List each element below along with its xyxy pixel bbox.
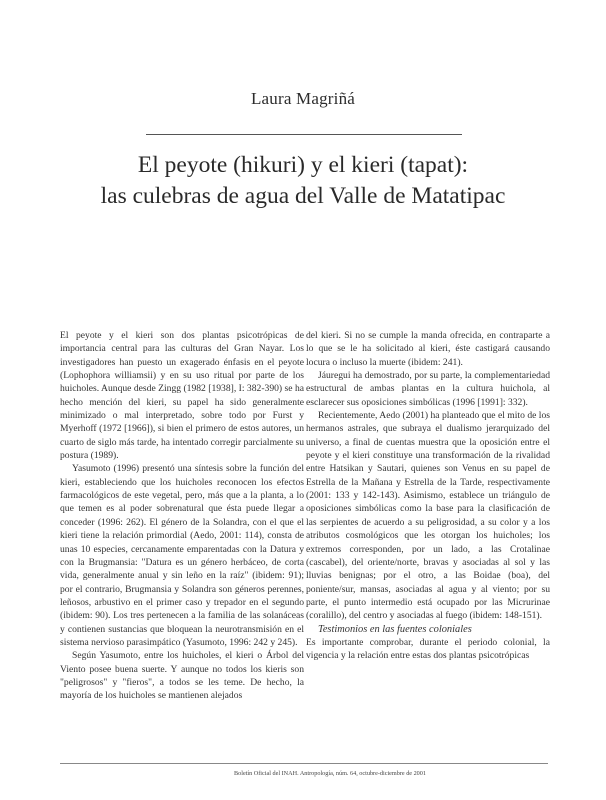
- paragraph: Recientemente, Aedo (2001) ha planteado que el mito de los hermanos astrales, que subraya el dualismo jerarquizado del universo, a final de cuentas muestra que la oposición entre el peyote y el kieri constituye una transformación de la rivalidad entre Hatsikan y Sautari, quienes son Venus en su papel de Estrella de la Mañana y Estrella de la Tarde, respectivamente (2001: 133 y 142-143). Asimismo, establece un triángulo de oposiciones simbólicas como la base para la clasificación de las serpientes de acuerdo a su peligrosidad, a su color y a los atributos cosmológicos que les otorgan los huicholes; los extremos corresponden, por un lado, a las Crotalinae (cascabel), del oriente/norte, bravas y asociadas al sol y las lluvias benignas; por el otro, a las Boidae (boa), del poniente/sur, mansas, asociadas al agua y al viento; por su parte, el punto intermedio está ocupado por las Micrurinae (coralillo), del centro y asociadas al fuego (ibidem: 148-151).: [306, 410, 550, 622]
- author-name: Laura Magriñá: [250, 89, 356, 108]
- paragraph: Es importante comprobar, durante el periodo colonial, la vigencia y la relación entre estas dos plantas psicotrópicas: [306, 636, 550, 662]
- paragraph: del kieri. Si no se cumple la manda ofrecida, en contraparte a lo que se le ha solicitado al kieri, éste castigará causando locura o incluso la muerte (ibidem: 241).: [306, 330, 550, 368]
- right-column: [306, 329, 550, 663]
- paragraph: Jáuregui ha demostrado, por su parte, la complementariedad estructural de ambas plantas en la cultura huichola, al esclarecer sus oposiciones simbólicas (1996 [1991]: 332).: [306, 370, 550, 408]
- article-title: [60, 150, 546, 212]
- title-divider: [146, 134, 462, 135]
- page-footer: Boletín Oficial del INAH. Antropología, núm. 64, octubre-diciembre de 2001: [234, 770, 426, 777]
- title-line-1: El peyote (hikuri) y el kieri (tapat):: [137, 152, 469, 178]
- footer-divider: [60, 763, 548, 764]
- section-heading: Testimonios en las fuentes coloniales: [318, 623, 472, 635]
- paragraph: El peyote y el kieri son dos plantas psicotrópicas de importancia central para las culturas del Gran Nayar. Los investigadores han puesto un exagerado énfasis en el peyote (Lophophora williamsii) y en su uso ritual por parte de los huicholes. Aunque desde Zingg (1982 [1938], I: 382-390) se ha hecho mención del kieri, su papel ha sido generalmente minimizado o mal interpretado, sobre todo por Furst y Myerhoff (1972 [1966]), si bien el primero de estos autores, un cuarto de siglo más tarde, ha intentado corregir parcialmente su postura (1989).: [60, 330, 304, 462]
- left-column: [60, 329, 304, 703]
- title-line-2: las culebras de agua del Valle de Matatipac: [100, 183, 506, 209]
- paragraph: Según Yasumoto, entre los huicholes, el kieri o Árbol del Viento posee buena suerte. Y aunque no todos los kieris son "peligrosos" y "fieros", a todos se les teme. De hecho, la mayoría de los huicholes se mantienen alejados: [60, 650, 304, 702]
- paragraph: Yasumoto (1996) presentó una síntesis sobre la función del kieri, estableciendo que los huicholes reconocen los efectos farmacológicos de este vegetal, pero, más que a la planta, a lo que temen es al poder sobrenatural que ésta puede llegar a conceder (1996: 262). El género de la Solandra, con el que el kieri tiene la relación primordial (Aedo, 2001: 114), consta de unas 10 especies, cercanamente emparentadas con la Datura y con la Brugmansia: "Datura es un género herbáceo, de corta vida, generalmente anual y sin leño en la raíz" (ibidem: 91); por el contrario, Brugmansia y Solandra son géneros perennes, leñosos, arbustivo en el primer caso y trepador en el segundo (ibidem: 90). Los tres pertenecen a la familia de las solanáceas y contienen sustancias que bloquean la neurotransmisión en el sistema nervioso parasimpático (Yasumoto, 1996: 242 y 245).: [60, 463, 304, 648]
